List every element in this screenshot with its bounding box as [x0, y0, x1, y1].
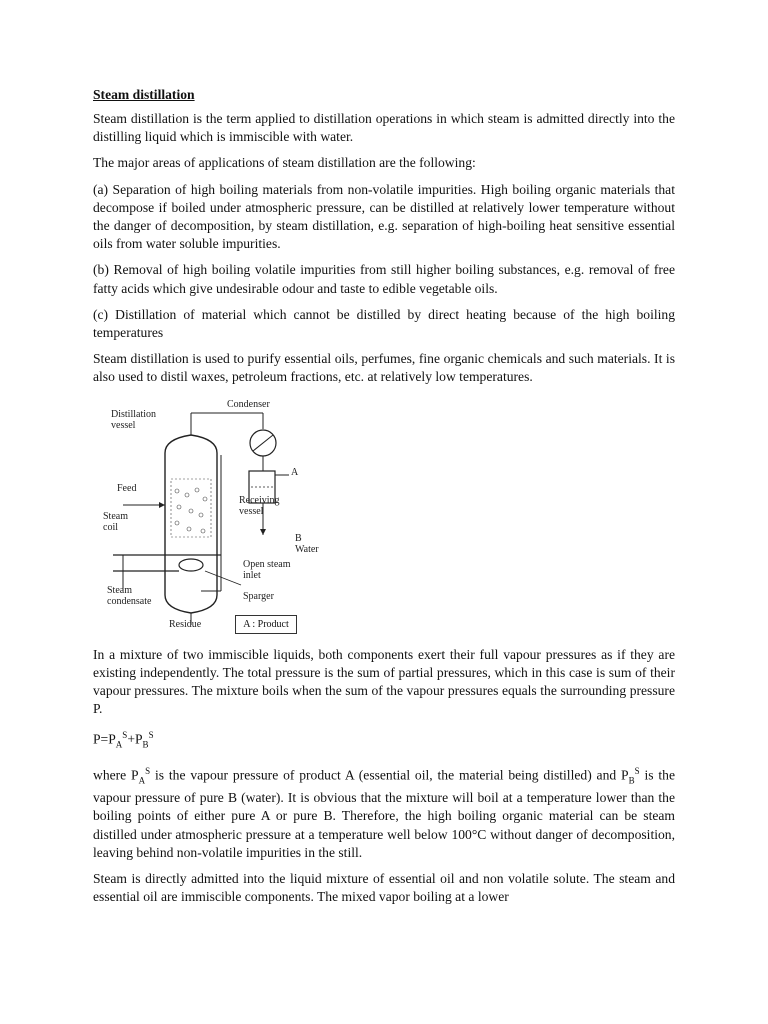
label-steam-coil: Steam coil	[103, 510, 128, 533]
label-b-water: B Water	[295, 532, 319, 555]
equation-sup-s2: S	[148, 730, 154, 741]
para8-sup-s2: S	[634, 765, 640, 776]
label-open-steam-inlet: Open steam inlet	[243, 558, 291, 581]
document-page	[93, 86, 675, 914]
label-product: A : Product	[235, 615, 297, 634]
para8-mid: is the vapour pressure of product A (essential oil, the material being distilled) and P	[150, 767, 629, 783]
paragraph-application-c: (c) Distillation of material which cannot be distilled by direct heating because of the high boiling temperatures	[93, 306, 675, 341]
equation-sup-s1: S	[122, 730, 128, 741]
paragraph-application-a: (a) Separation of high boiling materials from non-volatile impurities. High boiling organic materials that decompose if boiled under atmospheric pressure, can be distilled at relatively lower temperature without the danger of decomposition, by steam distillation, e.g. separation of high-boiling heat sensitive essential oils from water soluble impurities.	[93, 181, 675, 252]
equation-plus: +P	[127, 731, 143, 747]
para8-sub-b: B	[628, 774, 635, 785]
label-distillation-vessel: Distillation vessel	[111, 408, 156, 431]
paragraph-definition: Steam distillation is the term applied to distillation operations in which steam is admitted directly into the distilling liquid which is immiscible with water.	[93, 111, 675, 145]
equation-sub-b: B	[142, 739, 149, 750]
label-feed: Feed	[117, 482, 137, 494]
para8-sub-a: A	[138, 774, 146, 785]
label-steam-condensate: Steam condensate	[107, 584, 152, 607]
para8-sup-s1: S	[145, 765, 151, 776]
equation-sub-a: A	[115, 739, 123, 750]
steam-distillation-diagram	[93, 395, 333, 640]
paragraph-vapour-pressure-explanation	[93, 762, 675, 862]
label-condenser: Condenser	[227, 398, 270, 410]
paragraph-applications-intro: The major areas of applications of steam distillation are the following:	[93, 155, 476, 171]
paragraph-uses: Steam distillation is used to purify essential oils, perfumes, fine organic chemicals and such materials. It is also used to distil waxes, petroleum fractions, etc. at relatively low temperatures.	[93, 351, 675, 385]
equation-p: P=P	[93, 731, 116, 747]
label-residue: Residue	[169, 618, 202, 630]
pressure-equation	[93, 726, 675, 753]
paragraph-steam-admission: Steam is directly admitted into the liquid mixture of essential oil and non volatile solute. The steam and essential oil are immiscible components. The mixed vapor boiling at a lower	[93, 870, 675, 905]
para8-rest: is the vapour pressure of pure B (water). It is obvious that the mixture will boil at a temperature lower than the boiling points of either pure A or pure B. Therefore, the high boiling organic material can be steam distilled under atmospheric pressure at a temperature well below 100°C without danger of decomposition, leaving behind non-volatile impurities in the still.	[93, 767, 675, 860]
label-a: A	[291, 466, 299, 478]
paragraph-immiscible-liquids: In a mixture of two immiscible liquids, both components exert their full vapour pressures as if they are existing independently. The total pressure is the sum of partial pressures, which in this case is sum of their vapour pressures. The mixture boils when the sum of the vapour pressures equals the surrounding pressure P.	[93, 646, 675, 717]
paragraph-application-b: (b) Removal of high boiling volatile impurities from still higher boiling substances, e.g. removal of free fatty acids which give undesirable odour and taste to edible vegetable oils.	[93, 262, 675, 296]
section-title: Steam distillation	[93, 87, 195, 102]
label-sparger: Sparger	[243, 590, 274, 602]
label-receiving-vessel: Receiving vessel	[239, 494, 280, 517]
para8-where: where P	[93, 767, 139, 783]
